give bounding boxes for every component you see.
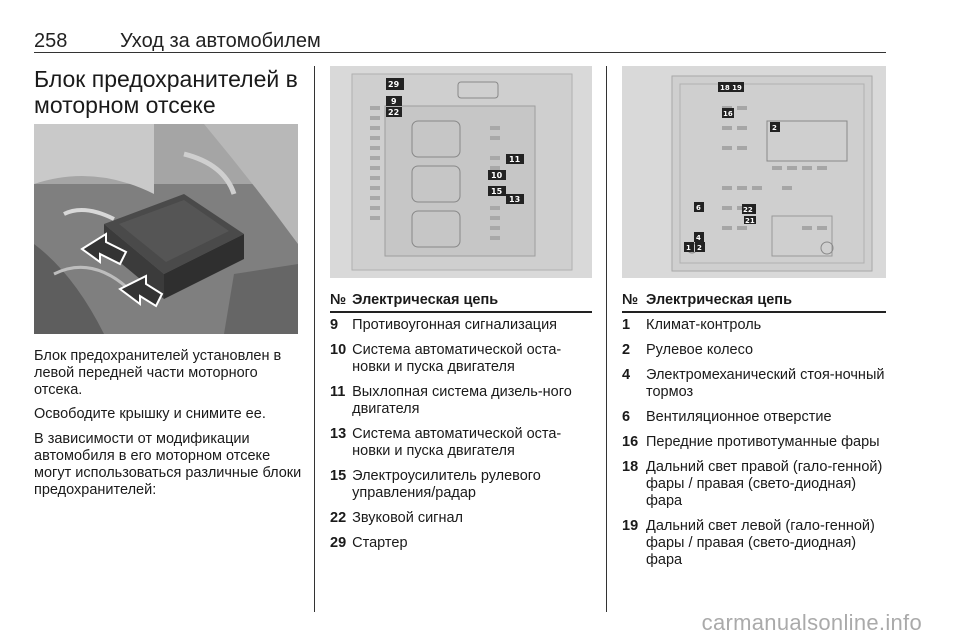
fuse-label: 2: [697, 244, 702, 252]
table-row: 10 Система автоматической оста-новки и пуска двигателя: [330, 342, 562, 375]
watermark: carmanualsonline.info: [701, 610, 922, 635]
table-row: 19 Дальний свет левой (гало-генной) фары / правая (свето-диодная) фара: [622, 518, 875, 568]
table-row: 13 Система автоматической оста-новки и пуска двигателя: [330, 426, 562, 459]
fuse-box-diagram-2: [622, 66, 886, 278]
table-row: 18 Дальний свет правой (гало-генной) фары / правая (свето-диодная) фара: [622, 459, 883, 509]
table-row: 16 Передние противотуманные фары: [622, 434, 880, 450]
fuse-label: 11: [509, 155, 521, 164]
column-header-number: №: [330, 292, 352, 312]
fuse-label: 1: [686, 244, 691, 252]
table-row: 6 Вентиляционное отверстие: [622, 409, 832, 425]
fuse-label: 9: [391, 97, 397, 106]
fuse-label: 29: [388, 80, 400, 89]
fuse-label: 4: [696, 234, 701, 242]
table-row: 2 Рулевое колесо: [622, 342, 754, 358]
header-rule: [34, 52, 886, 53]
column-header-circuit: Электрическая цепь: [352, 292, 592, 312]
column-header-circuit: Электрическая цепь: [646, 292, 886, 312]
fuse-label: 21: [745, 217, 755, 225]
fuse-label: 22: [743, 206, 753, 214]
fuse-label: 2: [772, 124, 777, 132]
fuse-label: 15: [491, 187, 503, 196]
engine-bay-photo: [34, 124, 298, 334]
column-divider-right: [606, 66, 607, 612]
page-number: 258: [34, 30, 68, 52]
page-header-title: Уход за автомобилем: [120, 30, 321, 52]
table-row: 11 Выхлопная система дизель-ного двигателя: [330, 384, 572, 417]
fuse-label: 6: [696, 204, 701, 212]
column-divider-left: [314, 66, 315, 612]
fuse-label: 16: [723, 110, 733, 118]
table-row: 29 Стартер: [330, 535, 408, 551]
paragraph-remove-cover: Освободите крышку и снимите ее.: [34, 406, 266, 422]
section-heading-line2: моторном отсеке: [34, 92, 216, 118]
section-heading: [34, 66, 304, 118]
table-row: 15 Электроусилитель рулевого управления/радар: [330, 468, 541, 501]
table-row: 4 Электромеханический стоя-ночный тормоз: [622, 367, 885, 400]
fuse-label: 10: [491, 171, 503, 180]
table-row: 1 Климат-контроль: [622, 317, 762, 333]
fuse-table-1: [330, 292, 592, 556]
engine-bay-illustration: [34, 124, 298, 334]
table-row: 22 Звуковой сигнал: [330, 510, 464, 526]
column-header-number: №: [622, 292, 646, 312]
fuse-table-2: [622, 292, 886, 573]
section-heading-line1: Блок предохранителей в: [34, 66, 298, 92]
table-row: 9 Противоугонная сигнализация: [330, 317, 558, 333]
fuse-label: 13: [509, 195, 521, 204]
paragraph-location: Блок предохранителей установлен в левой передней части моторного отсека.: [34, 348, 282, 398]
paragraph-variants: В зависимости от модификации автомобиля в его моторном отсеке могут использоваться различные блоки предохранителей:: [34, 431, 302, 498]
fuse-box-diagram-1: [330, 66, 592, 278]
fuse-label: 22: [388, 108, 400, 117]
fuse-label: 18 19: [720, 84, 742, 92]
